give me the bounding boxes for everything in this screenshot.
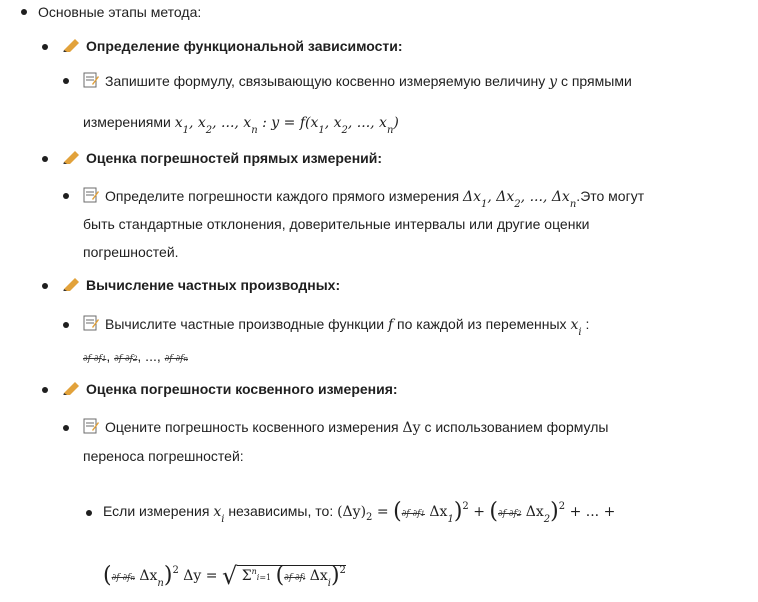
formula: ∂f ∂f1, ∂f ∂f2, ..., ∂f ∂fn bbox=[83, 348, 188, 364]
formula: (∂f ∂fn $\Delta x_n)^2$ Δy = √ $\Sigma^ni=1$ (∂f ∂fi $\Delta x_i)^2$ bbox=[103, 562, 346, 590]
bullet bbox=[21, 9, 27, 15]
step-title-2: Оценка погрешностей прямых измерений: bbox=[62, 148, 382, 169]
bullet bbox=[42, 156, 48, 162]
memo-icon bbox=[83, 315, 99, 336]
step-text: Определите погрешности каждого прямого измерения $\Delta x_1$, $\Delta x_2$, ..., $\Delta x_n.Это$ могут bbox=[83, 186, 644, 209]
bullet bbox=[63, 78, 69, 84]
bullet bbox=[86, 510, 92, 516]
formula: $x_i$ bbox=[213, 504, 225, 525]
step-text: измерениями $x_1$, $x_2$, ..., $x_n$ : $y = f(x_1$, $x_2$, ..., $x_n$) bbox=[83, 114, 399, 136]
pencil-icon bbox=[62, 276, 80, 296]
bullet bbox=[63, 193, 69, 199]
step-text: переноса погрешностей: bbox=[83, 448, 244, 464]
step-text: Оцените погрешность косвенного измерения Δy с использованием формулы bbox=[83, 417, 608, 439]
step-title-4: Оценка погрешности косвенного измерения: bbox=[62, 379, 398, 400]
step-text: Вычислите частные производные функции f по каждой из переменных $x_i$ : bbox=[83, 314, 589, 337]
formula: $x_1$, $x_2$, ..., $x_n$ : $y = f(x_1$, $x_2$, ..., $x_n$) bbox=[174, 115, 399, 136]
formula: $\Delta x_1$, $\Delta x_2$, ..., $\Delta x_n$ bbox=[463, 189, 577, 210]
memo-icon bbox=[83, 72, 99, 93]
bullet bbox=[42, 283, 48, 289]
bullet bbox=[63, 425, 69, 431]
step-text: быть стандартные отклонения, доверительные интервалы или другие оценки bbox=[83, 216, 590, 232]
bullet bbox=[63, 322, 69, 328]
bullet bbox=[42, 44, 48, 50]
step-text: Запишите формулу, связывающую косвенно измеряемую величину y с прямыми bbox=[83, 71, 632, 93]
step-text: Если измерения $x_i$ независимы, то: $(\Delta y)_2 = (\partial f$ ∂f1 $\Delta x_1)^2 + (\partial f$ ∂f2 $\Delta x_2)^2$ + ... + bbox=[103, 499, 616, 525]
step-title-1: Определение функциональной зависимости: bbox=[62, 36, 403, 57]
bullet bbox=[42, 387, 48, 393]
step-text: погрешностей. bbox=[83, 244, 179, 260]
pencil-icon bbox=[62, 37, 80, 57]
formula: $x_i$ bbox=[570, 317, 582, 338]
memo-icon bbox=[83, 187, 99, 208]
pencil-icon bbox=[62, 380, 80, 400]
section-heading: Основные этапы метода: bbox=[38, 4, 202, 20]
memo-icon bbox=[83, 418, 99, 439]
formula: $(\Delta y)_2 = (\partial f$ ∂f1 $\Delta x_1)^2 + (\partial f$ ∂f2 $\Delta x_2)^2$ + ... + bbox=[337, 499, 616, 525]
pencil-icon bbox=[62, 149, 80, 169]
step-title-3: Вычисление частных производных: bbox=[62, 275, 340, 296]
